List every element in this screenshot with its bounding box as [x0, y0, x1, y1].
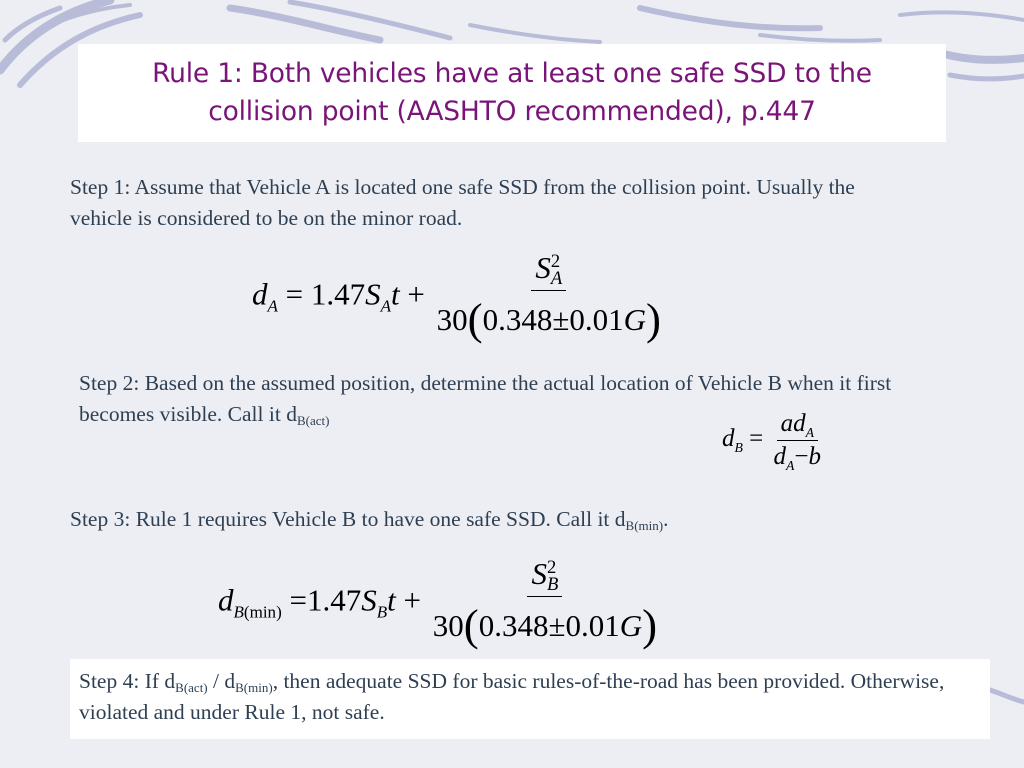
eq1-denominator: 30(0.348±0.01G): [436, 293, 661, 344]
eq1-pm: ±: [552, 301, 570, 337]
eq2-num-sub: A: [805, 425, 814, 440]
eq1-plus: +: [407, 276, 425, 312]
eq1-num-var: S: [535, 250, 551, 285]
equation-2: [722, 410, 825, 471]
eq2-minus: −: [794, 443, 809, 470]
equation-3: [218, 556, 661, 651]
eq3-time-var: t: [387, 582, 396, 618]
eq1-den-inner: 0.348: [482, 301, 553, 337]
eq2-denominator: [770, 441, 826, 471]
eq2-lhs-sub: B: [734, 440, 743, 456]
step-4-rest: , then adequate SSD for basic rules-of-the-road has been provided. Otherwise, violated and under Rule 1, not safe.: [79, 669, 945, 724]
eq1-coef: 1.47: [310, 276, 366, 312]
eq3-denominator: 30(0.348±0.01G): [432, 599, 658, 650]
eq2-numerator: [777, 410, 818, 441]
step-2-sub: B(act): [296, 413, 330, 428]
eq3-plus: +: [403, 582, 421, 618]
eq1-speed-var: S: [365, 276, 381, 312]
eq1-num-sup: 2: [550, 251, 561, 273]
eq2-den-sub: A: [786, 458, 795, 473]
eq3-den-inner: 0.348: [478, 607, 549, 643]
eq1-fraction: [433, 250, 665, 345]
eq3-lhs-sub-text: (min): [243, 602, 282, 622]
eq1-lhs-var: d: [252, 276, 268, 312]
eq1-equals: =: [285, 276, 304, 312]
step-4-text: [79, 666, 979, 728]
eq3-lhs-var: d: [218, 582, 234, 618]
eq1-numerator: [531, 250, 566, 291]
step-2-main: Step 2: Based on the assumed position, determine the actual location of Vehicle B when it first becomes visible. Call it d: [79, 371, 892, 426]
eq3-coef: 1.47: [306, 582, 362, 618]
step-1-text: Step 1: Assume that Vehicle A is located one safe SSD from the collision point. Usually the vehicle is considered to be on the minor road.: [70, 175, 855, 230]
eq1-den-const: 30: [436, 301, 468, 337]
eq3-den-coef: 0.01: [565, 607, 620, 643]
step-4-sub2: B(min): [235, 680, 273, 695]
step-3-text: [70, 504, 900, 535]
step-3-sub: B(min): [625, 518, 664, 533]
eq3-speed-var: S: [361, 582, 377, 618]
eq3-speed-sub: B: [376, 602, 388, 622]
eq1-speed-sub: A: [380, 296, 392, 316]
step-4-sub1: B(act): [175, 680, 208, 695]
eq3-pm: ±: [548, 607, 566, 643]
step-3-main: Step 3: Rule 1 requires Vehicle B to have one safe SSD. Call it d: [70, 507, 626, 531]
eq2-den-d: d: [773, 443, 787, 470]
eq3-den-const: 30: [432, 607, 464, 643]
eq3-lhs-sub: [234, 603, 282, 622]
step-4-prefix: Step 4: If d: [79, 669, 176, 693]
eq2-fraction: [770, 410, 826, 471]
equation-1: [252, 250, 665, 345]
step-4-box: [70, 659, 990, 739]
eq3-fraction: [429, 556, 661, 651]
eq2-lhs-var: d: [722, 425, 735, 453]
eq1-lhs-sub: A: [267, 296, 278, 316]
title-box: [78, 44, 946, 142]
title-line-1: Rule 1: Both vehicles have at least one safe SSD to the: [152, 58, 872, 89]
eq1-grade-var: G: [623, 301, 647, 337]
eq3-equals: =: [289, 582, 307, 618]
slide-title: [152, 55, 872, 131]
eq3-lhs-sub-var: B: [233, 602, 244, 622]
eq2-num-a: a: [780, 410, 794, 437]
eq3-numerator: [527, 556, 562, 597]
eq1-time-var: t: [391, 276, 400, 312]
eq1-den-coef: 0.01: [569, 301, 624, 337]
title-line-2: collision point (AASHTO recommended), p.447: [208, 96, 816, 127]
eq1-num-sub: A: [550, 267, 563, 289]
step-3-end: .: [663, 507, 669, 531]
eq3-num-var: S: [531, 556, 547, 591]
eq2-num-d: d: [793, 410, 806, 437]
eq3-num-sup: 2: [546, 557, 557, 579]
eq2-den-b: b: [808, 443, 822, 470]
step-4-mid: / d: [207, 669, 236, 693]
eq3-num-sub: B: [546, 573, 559, 595]
eq3-grade-var: G: [619, 607, 643, 643]
eq2-equals: =: [749, 425, 764, 453]
